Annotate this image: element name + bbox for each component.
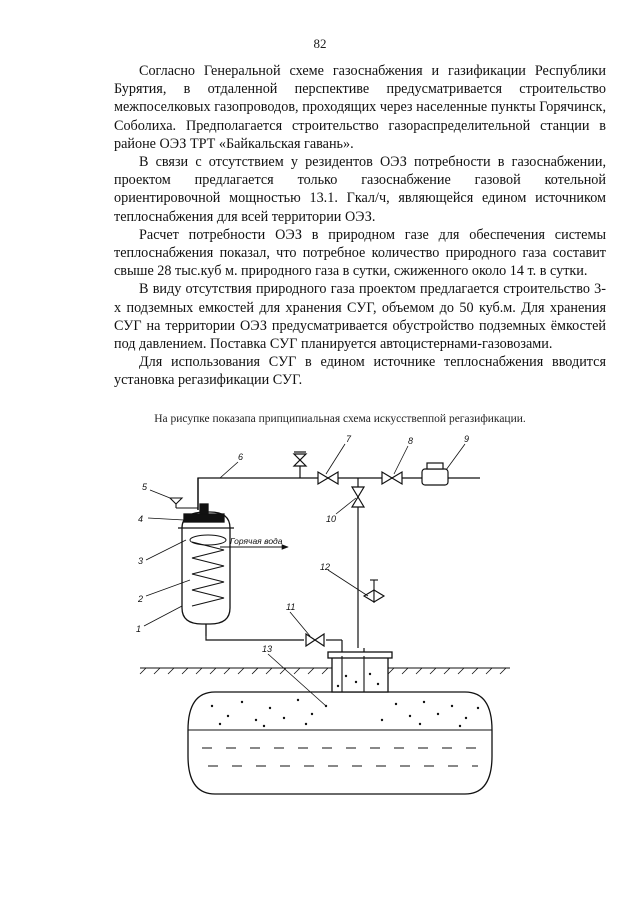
page-number: 82 bbox=[313, 36, 327, 51]
ground-surface bbox=[140, 668, 510, 674]
safety-valve-5-icon bbox=[170, 498, 198, 508]
callout-12: 12 bbox=[320, 562, 331, 572]
callout-11: 11 bbox=[286, 602, 296, 612]
paragraph-1: Согласно Генеральной схеме газоснабжения и газификации Республики Бурятия, в отдаленной перспективе предусматривается строительство межпоселковых газопроводов, проходящих через населенные пункты Горячинск, Соболиха. Предполагается строительство газораспределительной станции в районе ОЭЗ ТРТ «Байкальская гавань». bbox=[114, 63, 606, 152]
hot-water-label: Горячая вода bbox=[230, 536, 283, 546]
callout-13: 13 bbox=[262, 644, 273, 654]
underground-tank bbox=[188, 652, 492, 794]
safety-valve-12-icon bbox=[364, 580, 384, 602]
callout-6: 6 bbox=[238, 452, 244, 462]
callout-9: 9 bbox=[464, 434, 470, 444]
body-text bbox=[114, 62, 606, 390]
paragraph-3: Расчет потребности ОЭЗ в природном газе для обеспечения системы теплоснабжения показал, что потребное количество природного газа составит свыше 28 тыс.куб м. природного газа в сутки, сжиженного около 14 т. в сутки. bbox=[114, 226, 606, 280]
regasification-diagram bbox=[120, 430, 520, 810]
callout-5: 5 bbox=[142, 482, 148, 492]
callout-10: 10 bbox=[326, 514, 337, 524]
valve-7-icon bbox=[318, 472, 338, 484]
paragraph-2: В связи с отсутствием у резидентов ОЭЗ потребности в газоснабжении, проектом предлагается только газоснабжение газовой котельной ориентировочной мощностью 13.1. Гкал/ч, являющейся едином источником теплоснабжения для всей территории ОЭЗ. bbox=[114, 154, 606, 225]
figure-caption: На рисупке показапа припципиальная схема искусствеппой регазификации. bbox=[154, 413, 526, 425]
callout-1: 1 bbox=[136, 624, 142, 634]
callout-4: 4 bbox=[138, 514, 144, 524]
paragraph-4: В виду отсутствия природного газа проектом предлагается строительство 3-х подземных емкостей для хранения СУГ, объемом до 50 куб.м. Для хранения СУГ на территории ОЭЗ предусматривается обустройство подземных ёмкостей под давлением. Поставка СУГ планируется автоцистернами-газовозами. bbox=[114, 281, 606, 353]
valve-11-icon bbox=[306, 634, 324, 646]
callout-3: 3 bbox=[138, 556, 144, 566]
valve-8-icon bbox=[382, 472, 402, 484]
callout-7: 7 bbox=[346, 434, 352, 444]
paragraph-5: Для использования СУГ в едином источнике теплоснабжения вводится установка регазификации СУГ. bbox=[114, 354, 606, 389]
regulator-9-icon bbox=[422, 463, 448, 485]
valve-10-icon bbox=[352, 487, 364, 507]
valve-vertical-top bbox=[294, 452, 306, 478]
callout-8: 8 bbox=[408, 436, 414, 446]
callout-2: 2 bbox=[138, 594, 144, 604]
